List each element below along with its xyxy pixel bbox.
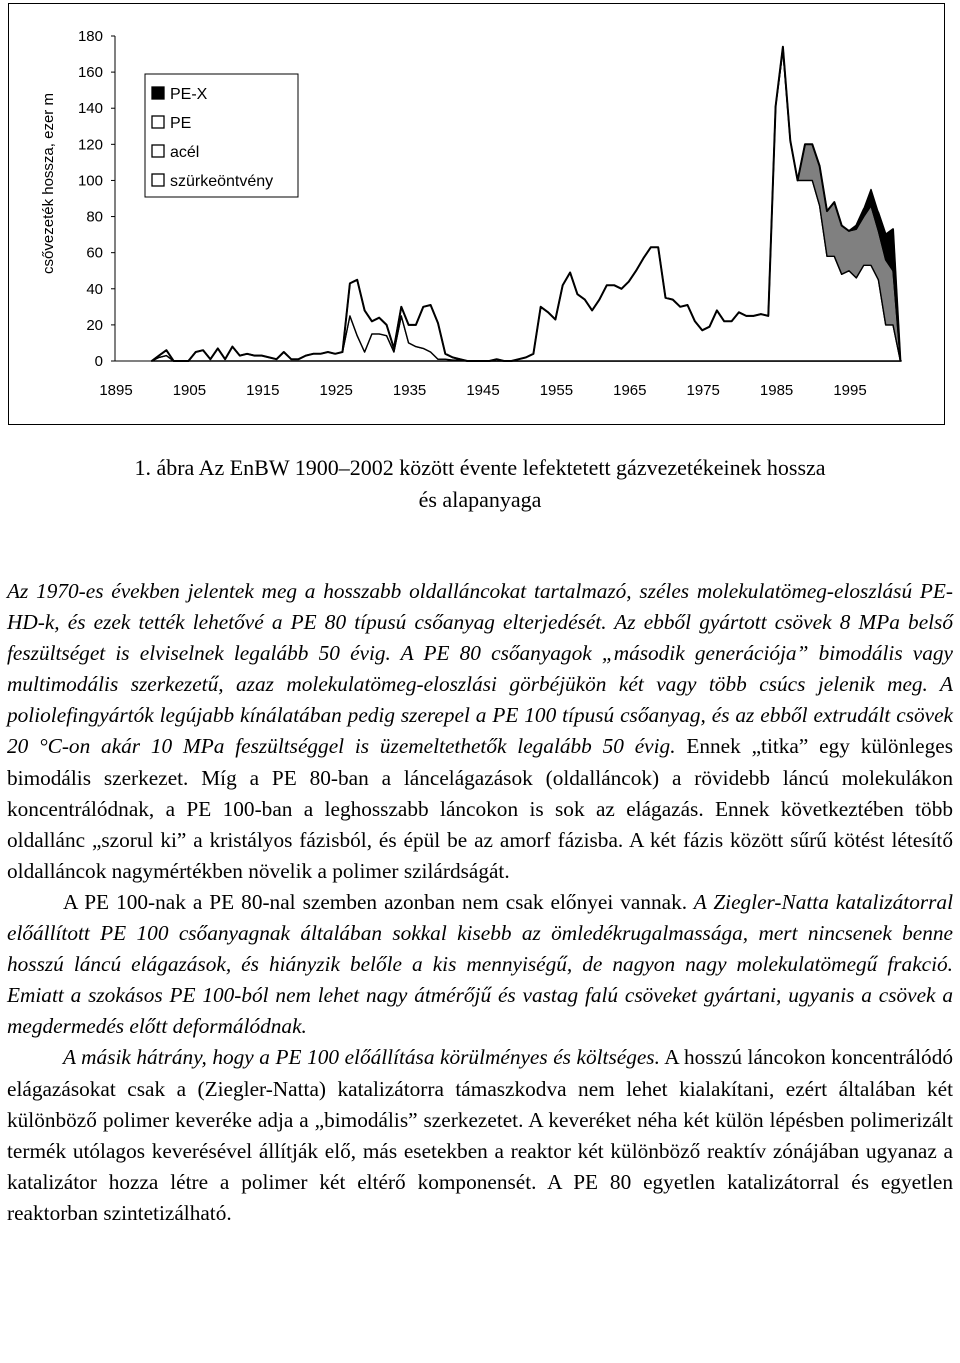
legend-label-PE: PE	[170, 115, 192, 132]
gas-pipeline-area-chart	[9, 4, 946, 426]
y-tick-label-120: 120	[77, 136, 103, 154]
x-tick-label-1935: 1935	[392, 382, 427, 399]
x-tick-label-1995: 1995	[833, 382, 867, 399]
x-tick-label-1905: 1905	[172, 382, 207, 399]
body-text	[7, 576, 953, 1229]
x-tick-label-1945: 1945	[466, 382, 500, 399]
x-tick-label-1895: 1895	[99, 382, 133, 399]
x-tick-label-1965: 1965	[613, 382, 647, 399]
paragraph-2-italic: A Ziegler-Natta katalizátorral előállított PE 100 csőanyagnak általában sokkal kisebb az ömledékrugalmassága, mert nincsenek benne hosszú láncú elágazások, és hiányzik belőle a kis mennyiségű, de nagyon nagy molekulatömegű frakció. Emiatt a szokásos PE 100-ból nem lehet nagy átmérőjű és vastag falú csöveket gyártani, ugyanis a csövek a megdermedés előtt deformálódnak.	[7, 889, 953, 1039]
paragraph-2-normal: A PE 100-nak a PE 80-nal szemben azonban nem csak előnyei vannak.	[63, 889, 688, 914]
legend-label-acél: acél	[170, 144, 200, 161]
legend-label-szürkeöntvény: szürkeöntvény	[170, 173, 274, 190]
caption-line-2: és alapanyaga	[418, 487, 542, 512]
caption-line-1: 1. ábra Az EnBW 1900–2002 között évente lefektetett gázvezetékeinek hossza	[134, 455, 826, 480]
y-tick-label-180: 180	[77, 28, 103, 45]
legend-swatch-PE-X	[152, 87, 164, 99]
x-tick-label-1985: 1985	[759, 382, 794, 399]
y-tick-label-160: 160	[77, 64, 103, 82]
y-tick-label-20: 20	[86, 316, 103, 334]
x-tick-label-1955: 1955	[539, 382, 574, 399]
paragraph-3-normal: A hosszú láncokon koncentrálódó elágazásokat csak a (Ziegler-Natta) katalizátorra támaszkodva nem lehet kialakítani, ezért általában két különböző polimer keveréke adja a „bimodális” szerkezetet. A keveréket néha két külön lépésben polimerizált termék utólagos keverésével állítják elő, más esetekben a reaktor két különböző reaktív zónájában ugyanaz a katalizátor hozza létre a polimer két eltérő komponensét. A PE 80 egyetlen katalizátorral és egyetlen reaktorban szintetizálható.	[7, 1045, 953, 1225]
y-tick-label-40: 40	[86, 280, 103, 298]
chart-frame	[8, 3, 945, 425]
x-tick-label-1925: 1925	[319, 382, 353, 399]
x-tick-label-1975: 1975	[686, 382, 720, 399]
paragraph-2	[7, 887, 953, 1042]
paragraph-1-italic: Az 1970-es években jelentek meg a hosszabb oldalláncokat tartalmazó, széles molekulatömeg-eloszlású PE-HD-k, és ezek tették lehetővé a PE 80 típusú csőanyag elterjedését. Az ebből gyártott csövek 8 MPa belső feszültséget is elviselnek legalább 50 évig. A PE 80 csőanyagok „második generációja” bimodális vagy multimodális szerkezetű, azaz molekulatömeg-eloszlási görbéjükön két vagy több csúcs jelenik meg. A poliolefingyártók legújabb kínálatában pedig szerepel a PE 100 típusú csőanyag, és az ebből extrudált csövek 20 °C-on akár 10 MPa feszültséggel is üzemeltethetők legalább 50 évig.	[7, 579, 953, 759]
x-tick-label-1915: 1915	[246, 382, 280, 399]
legend-label-PE-X: PE-X	[170, 86, 208, 103]
paragraph-1	[7, 576, 953, 887]
y-tick-label-100: 100	[77, 172, 103, 190]
legend-swatch-acél	[152, 145, 164, 157]
y-tick-label-60: 60	[86, 244, 103, 262]
legend-swatch-PE	[152, 116, 164, 128]
y-tick-label-0: 0	[94, 353, 103, 370]
figure-caption	[0, 452, 960, 516]
y-tick-label-140: 140	[77, 100, 103, 118]
paragraph-3	[7, 1042, 953, 1229]
legend-swatch-szürkeöntvény	[152, 174, 164, 186]
y-axis-title: csővezeték hossza, ezer m	[40, 93, 57, 274]
y-tick-label-80: 80	[86, 208, 103, 226]
paragraph-1-normal: Ennek „titka” egy különleges bimodális szerkezet. Míg a PE 80-ban a láncelágazások (oldalláncok) a rövidebb láncú molekulákon koncentrálódnak, a PE 100-ban a leghosszabb láncokon is sok az elágazás. Ennek következtében több oldallánc „szorul ki” a kristályos fázisból, és épül be az amorf fázisba. A két fázis között sűrű kötést létesítő oldalláncok nagymértékben növelik a polimer szilárdságát.	[7, 734, 953, 883]
paragraph-3-italic: A másik hátrány, hogy a PE 100 előállítása körülményes és költséges.	[63, 1045, 660, 1070]
